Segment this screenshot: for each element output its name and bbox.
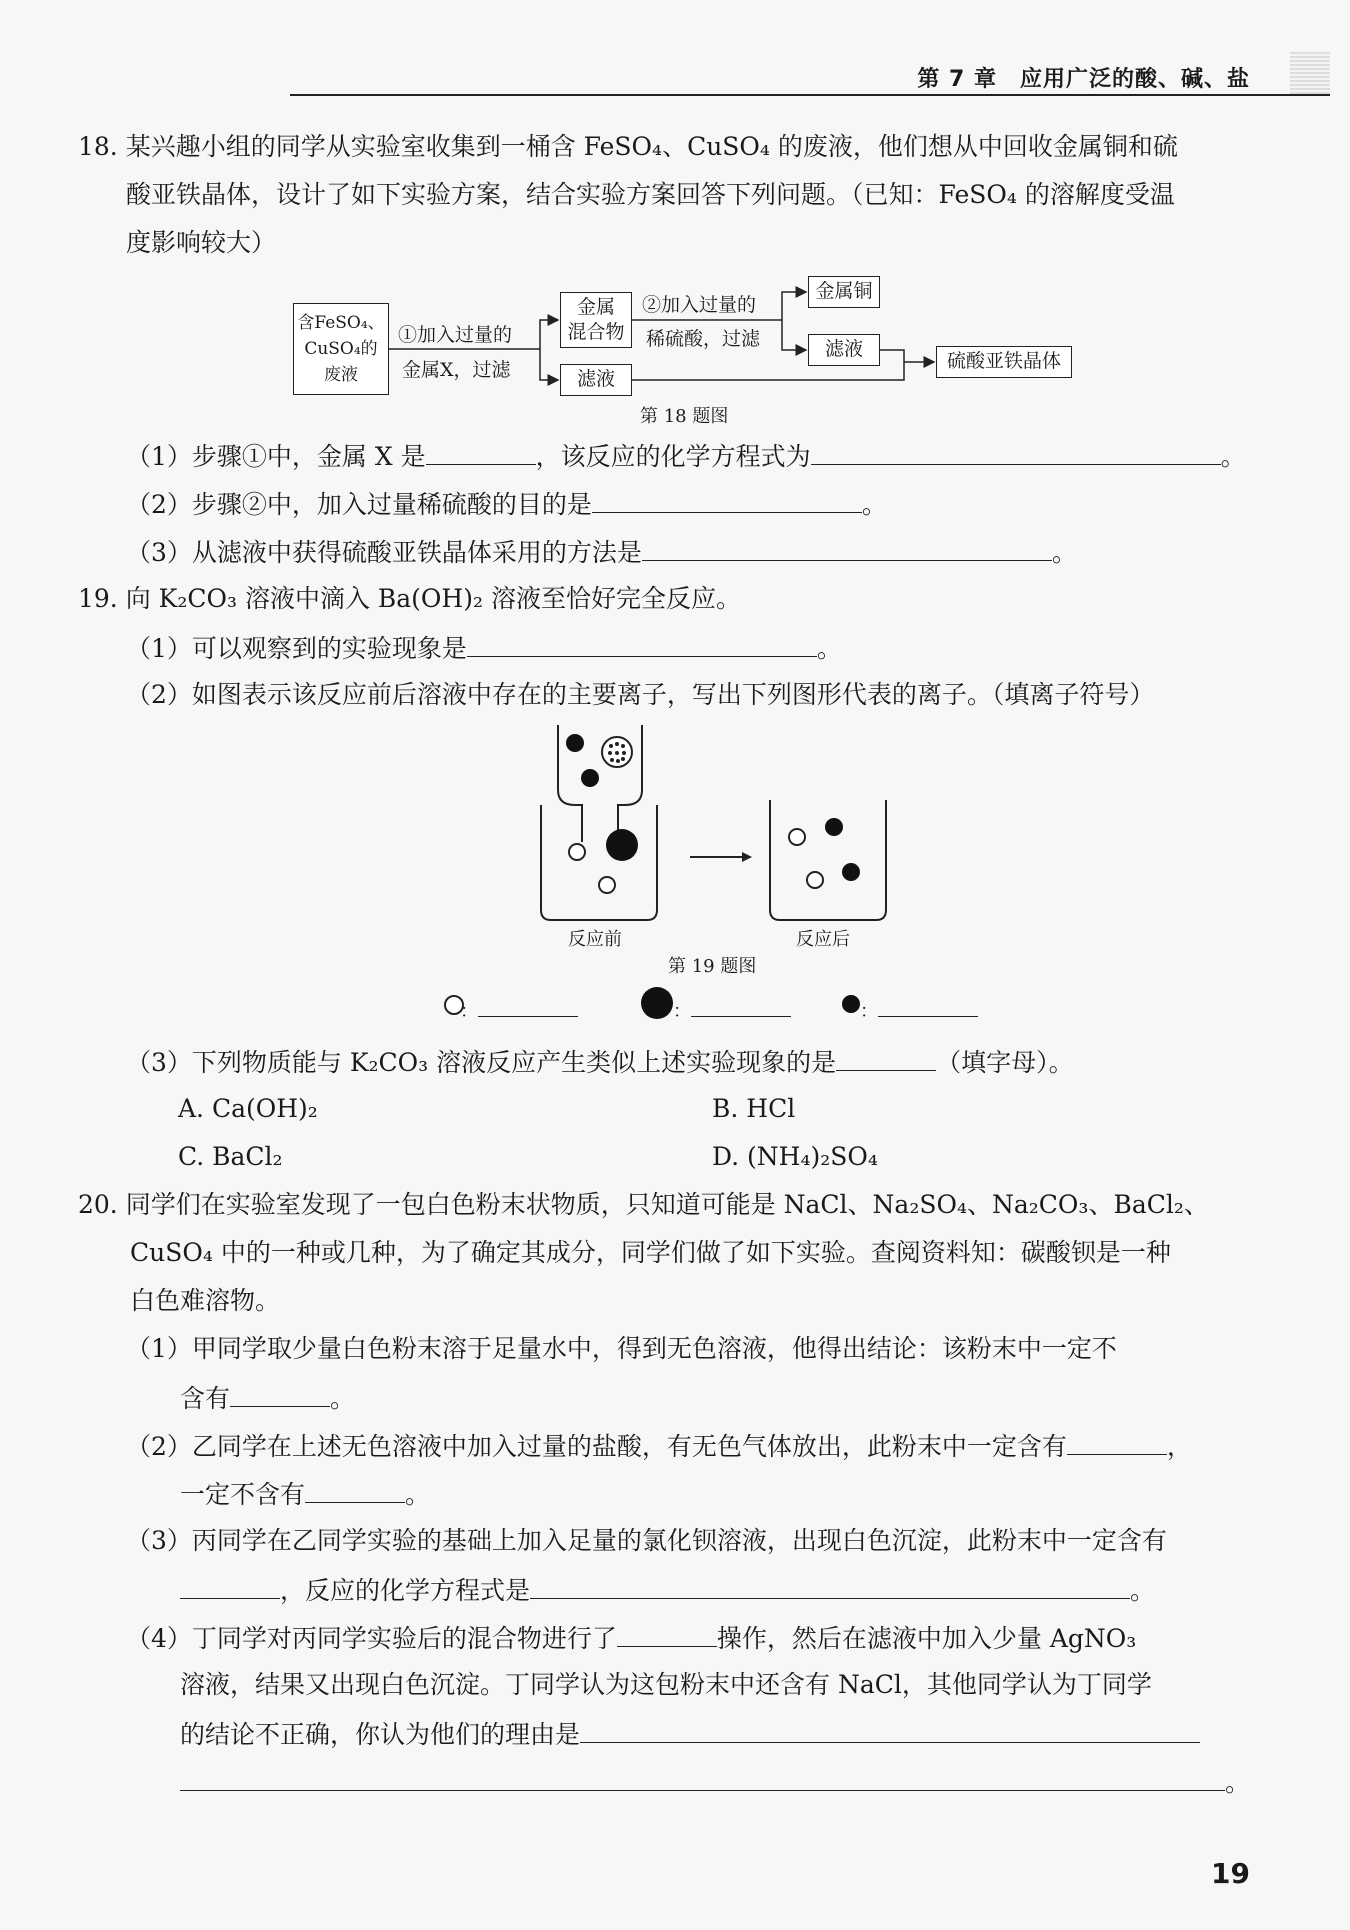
q20-part4-line1: [126, 1620, 1136, 1656]
legend-large-black-answer: [673, 990, 791, 1029]
q20-p2-text-b: ，: [1166, 1432, 1192, 1461]
q20-part4-line3: [180, 1716, 1200, 1752]
ion-after-white-1: [789, 829, 805, 845]
q20-p4-text-end: 。: [1225, 1768, 1251, 1797]
q20-p3-text-b: 。: [1130, 1576, 1156, 1605]
q18-p3-text-a: （3）从滤液中获得硫酸亚铁晶体采用的方法是: [126, 538, 642, 567]
q18-p2-text-a: （2）步骤②中，加入过量稀硫酸的目的是: [126, 490, 592, 519]
q20-p2-text-d: 。: [405, 1480, 431, 1509]
legend-large-black-circle-icon: [641, 987, 673, 1019]
ion-funnel-small-black-1: [566, 734, 584, 752]
q19-line1: 19. 向 K₂CO₃ 溶液中滴入 Ba(OH)₂ 溶液至恰好完全反应。: [78, 584, 741, 613]
beaker-label-after: 反应后: [796, 929, 850, 950]
ion-before-white-1: [569, 844, 585, 860]
ion-funnel-dotted: [602, 737, 632, 767]
q20-p4-blank-reason-2[interactable]: [180, 1764, 1225, 1791]
q19-p1-text-b: 。: [816, 634, 842, 663]
q20-p4-text-c: 的结论不正确，你认为他们的理由是: [180, 1720, 581, 1749]
q20-p1-text-b: 。: [330, 1384, 356, 1413]
legend-small-black-blank[interactable]: [878, 990, 978, 1017]
legend-white-blank[interactable]: [478, 990, 578, 1017]
legend-small-black-colon: ：: [860, 1001, 878, 1022]
q19-option-a: A. Ca(OH)₂: [178, 1094, 318, 1123]
ion-funnel-small-black-2: [581, 769, 599, 787]
flow-start-line1: 含FeSO₄、: [297, 313, 385, 333]
q19-caption: 第 19 题图: [668, 956, 757, 977]
q18-line2: 酸亚铁晶体，设计了如下实验方案，结合实验方案回答下列问题。（已知：FeSO₄ 的溶解度受温: [126, 180, 1175, 209]
chapter-title: 第 7 章 应用广泛的酸、碱、盐: [917, 67, 1250, 92]
q19-option-c: C. BaCl₂: [178, 1142, 283, 1171]
flow-filtrate2-box: 滤液: [808, 334, 880, 366]
q20-p2-blank-contains[interactable]: [1067, 1428, 1167, 1455]
q18-p3-text-b: 。: [1051, 538, 1077, 567]
flow-step2-top: ②加入过量的: [642, 294, 757, 316]
ion-after-white-2: [807, 872, 823, 888]
q18-line1: 18. 某兴趣小组的同学从实验室收集到一桶含 FeSO₄、CuSO₄ 的废液，他们想从中回收金属铜和硫: [78, 132, 1178, 161]
legend-small-black-circle-icon: [842, 995, 860, 1013]
q19-p3-blank[interactable]: [836, 1044, 936, 1071]
q19-p3-text-b: （填字母）。: [936, 1048, 1074, 1077]
ion-after-black-1: [825, 818, 843, 836]
q18-p2-text-b: 。: [861, 490, 887, 519]
q20-part4-line4: [180, 1764, 1250, 1800]
legend-large-black-blank[interactable]: [691, 990, 791, 1017]
flow-start-line2: CuSO₄的: [304, 339, 378, 359]
flow-mix-line2: 混合物: [567, 321, 625, 343]
q20-p4-blank-operation[interactable]: [617, 1620, 717, 1647]
q18-p1-text-b: ，该反应的化学方程式为: [535, 442, 811, 471]
q20-line3: 白色难溶物。: [130, 1286, 281, 1315]
q18-line3: 度影响较大）: [126, 228, 277, 257]
q20-p2-blank-not-contains[interactable]: [305, 1476, 405, 1503]
q20-p1-text-a: 含有: [180, 1384, 231, 1413]
ion-before-white-2: [599, 877, 615, 893]
flow-step2-bottom: 稀硫酸，过滤: [646, 328, 761, 350]
flow-filtrate1-box: 滤液: [560, 364, 632, 396]
q20-line2: CuSO₄ 中的一种或几种，为了确定其成分，同学们做了如下实验。查阅资料知：碳酸钡是一种: [130, 1238, 1171, 1267]
flow-copper-box: 金属铜: [808, 276, 880, 308]
q20-p4-blank-reason-1[interactable]: [580, 1716, 1200, 1743]
q20-part3-line1: （3）丙同学在乙同学实验的基础上加入足量的氯化钡溶液，出现白色沉淀，此粉末中一定含有: [126, 1526, 1167, 1555]
flow-crystal-box: 硫酸亚铁晶体: [936, 346, 1072, 378]
q19-p1-text-a: （1）可以观察到的实验现象是: [126, 634, 467, 663]
flow-start-line3: 废液: [324, 365, 358, 385]
q20-part2-line1: [126, 1428, 1192, 1464]
q19-part3: [126, 1044, 1074, 1080]
q20-part4-line2: 溶液，结果又出现白色沉淀。丁同学认为这包粉末中还含有 NaCl，其他同学认为丁同学: [180, 1670, 1152, 1699]
legend-white-colon: ：: [460, 1001, 478, 1022]
q19-part2: （2）如图表示该反应前后溶液中存在的主要离子，写出下列图形代表的离子。（填离子符号）: [126, 680, 1155, 709]
q20-p4-text-a: （4）丁同学对丙同学实验后的混合物进行了: [126, 1624, 617, 1653]
legend-small-black-answer: [860, 990, 978, 1029]
page-number: 19: [1211, 1857, 1250, 1890]
legend-white-answer: [460, 990, 578, 1029]
q19-option-b: B. HCl: [712, 1094, 796, 1123]
q19-option-d: D. (NH₄)₂SO₄: [712, 1142, 878, 1171]
q20-part2-line2: [180, 1476, 430, 1512]
legend-large-black-colon: ：: [673, 1001, 691, 1022]
q19-p3-text-a: （3）下列物质能与 K₂CO₃ 溶液反应产生类似上述实验现象的是: [126, 1048, 837, 1077]
flow-mix-line1: 金属: [576, 296, 615, 318]
beaker-label-before: 反应前: [568, 929, 622, 950]
q20-p3-blank-contains[interactable]: [180, 1572, 280, 1599]
q20-p4-text-b: 操作，然后在滤液中加入少量 AgNO₃: [716, 1624, 1137, 1653]
q20-p2-text-c: 一定不含有: [180, 1480, 306, 1509]
flow-step1-top: ①加入过量的: [398, 324, 513, 346]
q20-line1: 20. 同学们在实验室发现了一包白色粉末状物质，只知道可能是 NaCl、Na₂SO₄、Na₂CO₃、BaCl₂、: [78, 1190, 1209, 1219]
q18-p1-text-a: （1）步骤①中，金属 X 是: [126, 442, 426, 471]
q20-part1-line1: （1）甲同学取少量白色粉末溶于足量水中，得到无色溶液，他得出结论：该粉末中一定不: [126, 1334, 1117, 1363]
q18-caption: 第 18 题图: [640, 406, 729, 427]
q20-p3-blank-equation[interactable]: [530, 1572, 1130, 1599]
q20-p2-text-a: （2）乙同学在上述无色溶液中加入过量的盐酸，有无色气体放出，此粉末中一定含有: [126, 1432, 1067, 1461]
q20-p3-text-a: ，反应的化学方程式是: [280, 1576, 531, 1605]
ion-before-large-black: [606, 829, 638, 861]
q20-part1-line2: [180, 1380, 355, 1416]
q18-p1-text-c: 。: [1220, 442, 1246, 471]
ion-after-black-2: [842, 863, 860, 881]
q20-part3-line2: [180, 1572, 1155, 1608]
flow-step1-bottom: 金属X，过滤: [402, 359, 511, 381]
q20-p1-blank[interactable]: [230, 1380, 330, 1407]
